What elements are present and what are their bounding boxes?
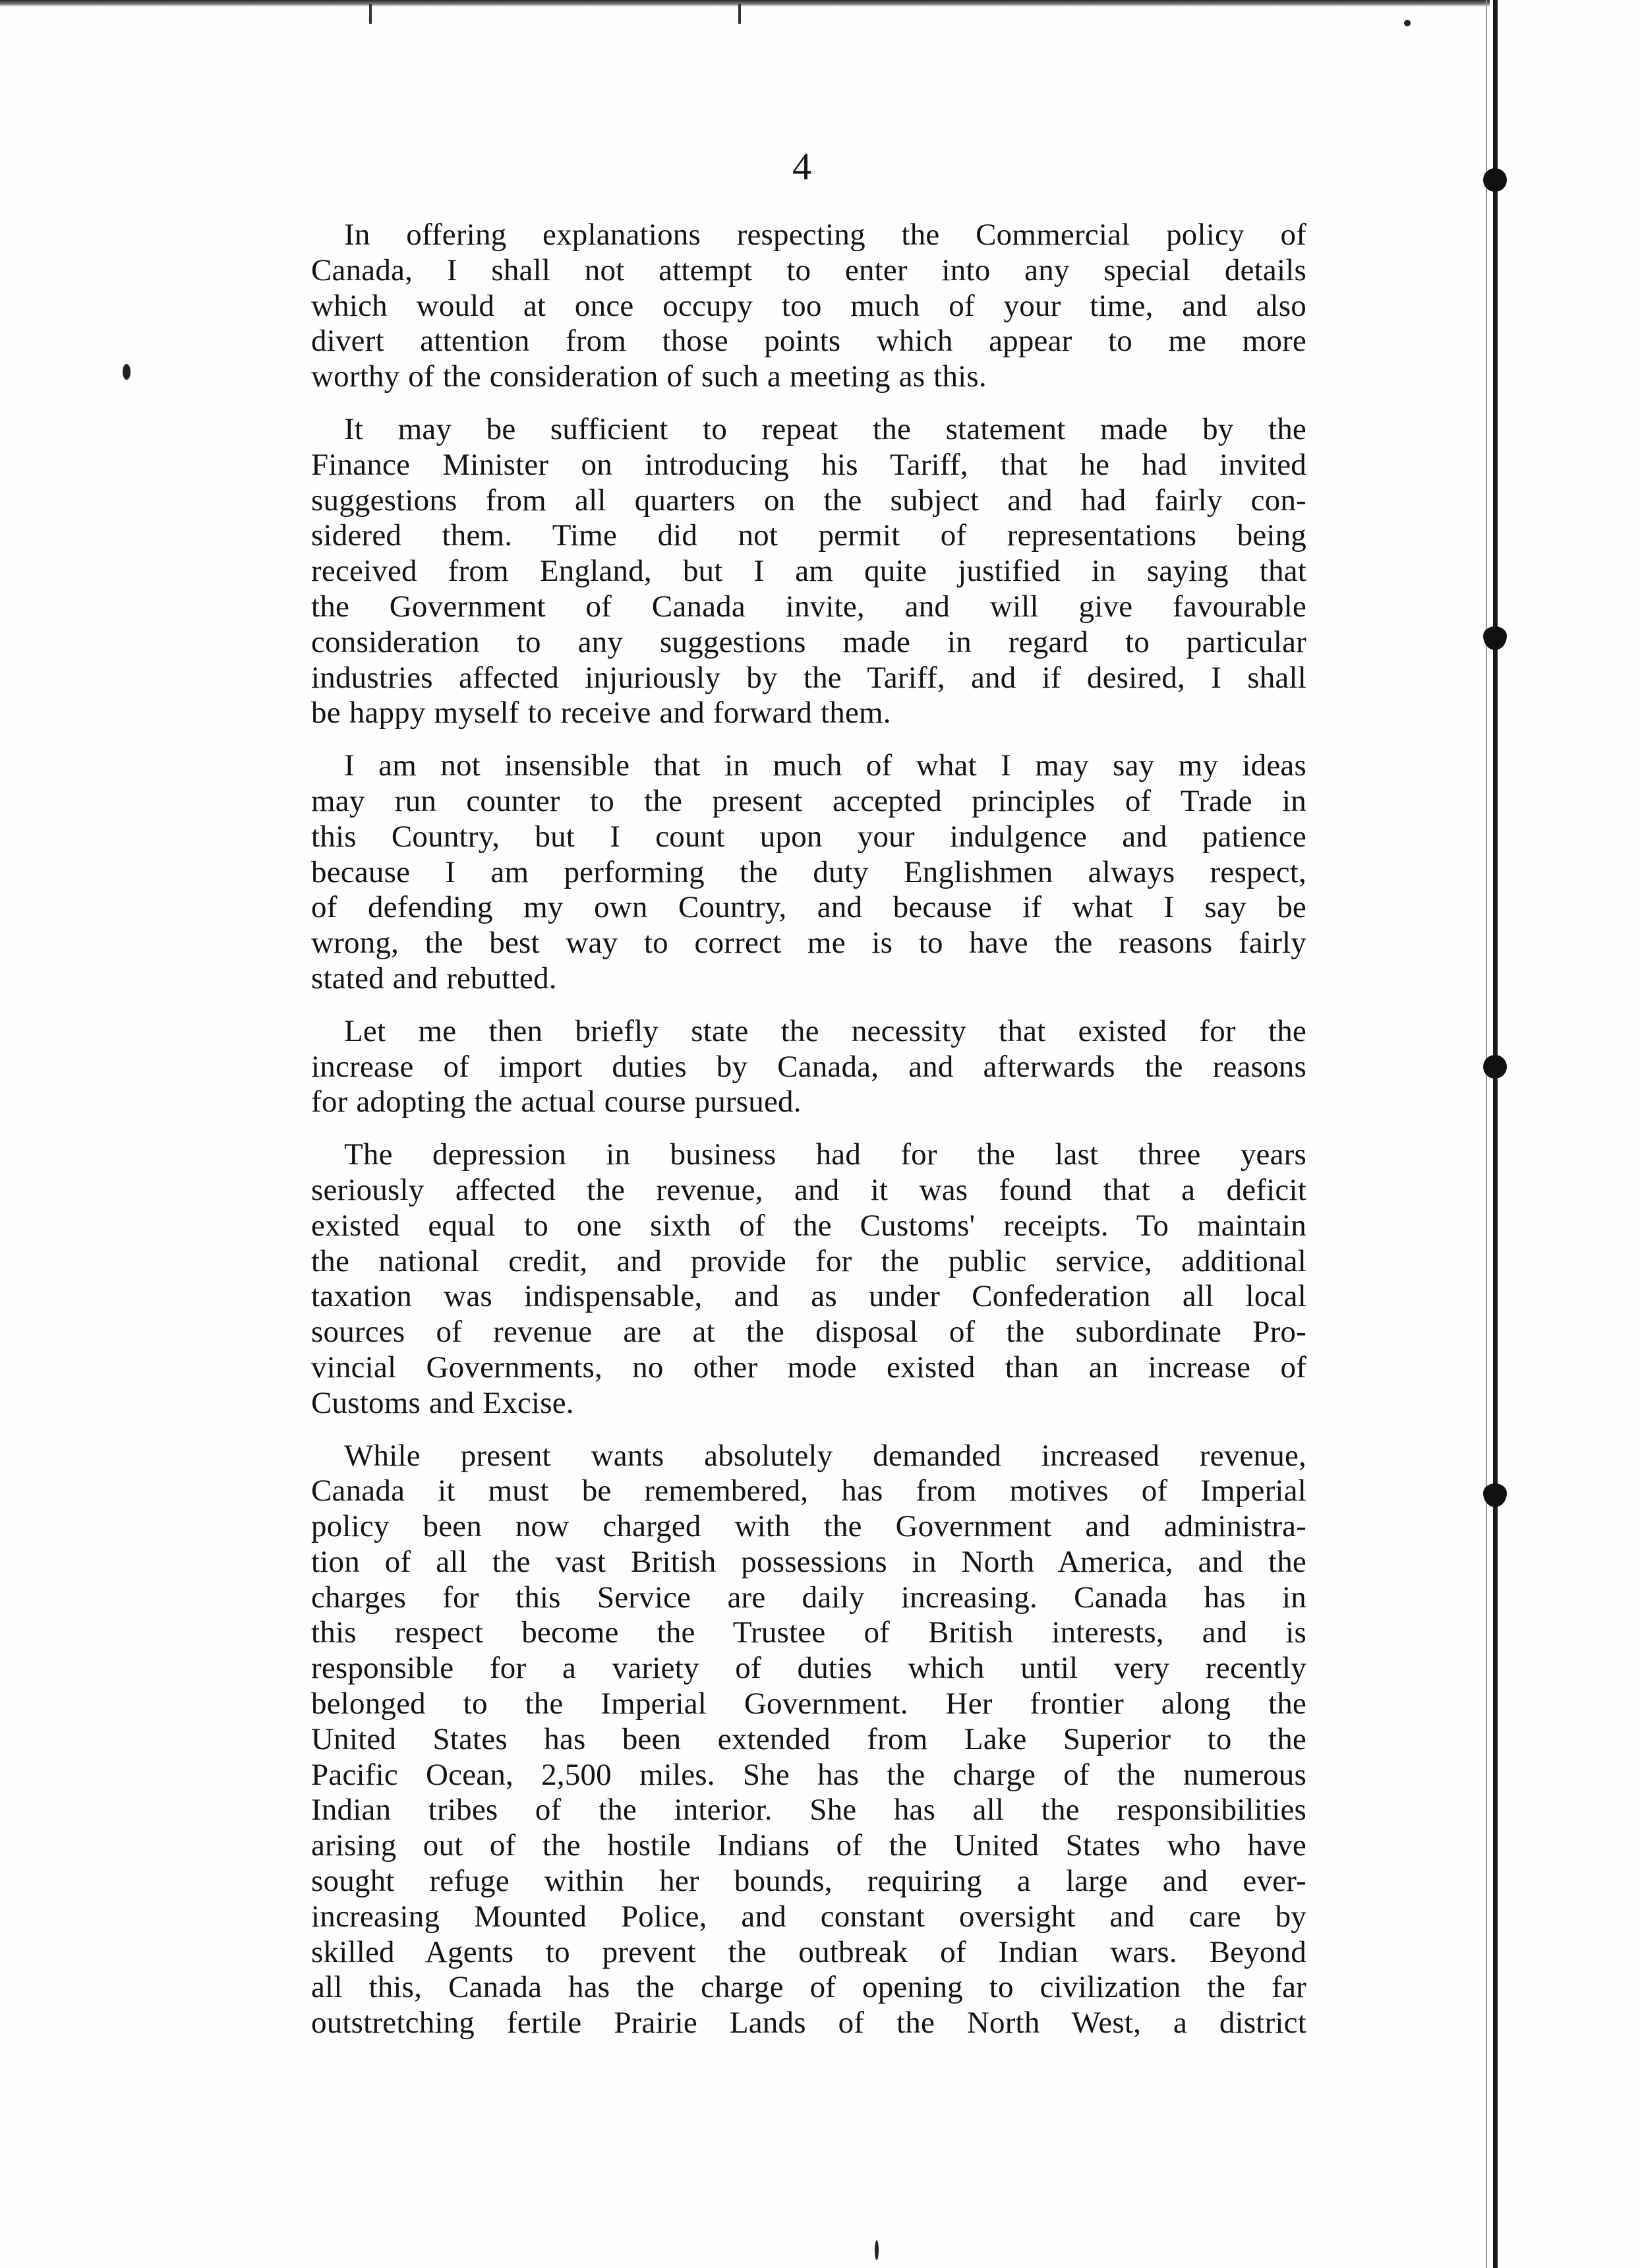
text-line: belonged to the Imperial Government. Her frontier along the — [311, 1686, 1306, 1721]
text-line: increasing Mounted Police, and constant oversight and care by — [311, 1899, 1306, 1934]
text-line: It may be sufficient to repeat the statement made by the — [344, 411, 1306, 446]
text-line: for adopting the actual course pursued. — [311, 1085, 802, 1119]
text-line: Indian tribes of the interior. She has all the responsibilities — [311, 1793, 1306, 1828]
text-line: sidered them. Time did not permit of representations being — [311, 518, 1306, 553]
binding-hole-mark — [1483, 1055, 1507, 1079]
paragraph — [311, 1137, 1306, 1421]
text-line: In offering explanations respecting the Commercial policy of — [344, 218, 1306, 252]
text-line: The depression in business had for the last three years — [344, 1137, 1306, 1172]
text-line: sources of revenue are at the disposal of the subordinate Pro- — [311, 1315, 1306, 1350]
text-line: be happy myself to receive and forward them. — [311, 696, 891, 731]
text-line: stated and rebutted. — [311, 961, 557, 996]
paragraph — [311, 412, 1306, 731]
text-line: which would at once occupy too much of your time, and also — [311, 288, 1306, 323]
text-line: wrong, the best way to correct me is to have the reasons fairly — [311, 926, 1306, 961]
text-line: Finance Minister on introducing his Tariff, that he had invited — [311, 447, 1306, 482]
text-line: all this, Canada has the charge of opening to civilization the far — [311, 1970, 1306, 2005]
text-line: consideration to any suggestions made in regard to particular — [311, 624, 1306, 659]
scan-edge-tick — [369, 4, 372, 24]
binding-hole-mark — [1483, 168, 1507, 192]
text-line: because I am performing the duty Englishmen always respect, — [311, 854, 1306, 889]
paragraph — [311, 1014, 1306, 1120]
text-line: this Country, but I count upon your indulgence and patience — [311, 819, 1306, 854]
binding-line — [1493, 0, 1498, 2268]
text-line: Customs and Excise. — [311, 1385, 574, 1420]
text-line: worthy of the consideration of such a meeting as this. — [311, 359, 987, 394]
scan-speck — [875, 2240, 879, 2260]
text-line: may run counter to the present accepted principles of Trade in — [311, 783, 1306, 818]
paragraph — [311, 1439, 1306, 2042]
page-number: 4 — [792, 145, 811, 188]
binding-shadow-line — [1486, 0, 1487, 2268]
binding-hole-mark — [1483, 1483, 1507, 1507]
text-line: United States has been extended from Lake Superior to the — [311, 1721, 1306, 1756]
text-line: seriously affected the revenue, and it was found that a deficit — [311, 1172, 1306, 1207]
text-line: existed equal to one sixth of the Customs' receipts. To maintain — [311, 1208, 1306, 1243]
paragraph — [311, 218, 1306, 395]
text-line: the Government of Canada invite, and will give favourable — [311, 589, 1306, 624]
body-text — [311, 218, 1306, 2058]
scan-speck — [123, 364, 131, 380]
text-line: of defending my own Country, and because if what I say be — [311, 890, 1306, 925]
text-line: tion of all the vast British possessions in North America, and the — [311, 1544, 1306, 1579]
text-line: the national credit, and provide for the public service, additional — [311, 1243, 1306, 1278]
text-line: increase of import duties by Canada, and afterwards the reasons — [311, 1049, 1306, 1084]
text-line: suggestions from all quarters on the subject and had fairly con- — [311, 483, 1306, 518]
text-line: Canada, I shall not attempt to enter into any special details — [311, 253, 1306, 287]
text-line: Pacific Ocean, 2,500 miles. She has the charge of the numerous — [311, 1757, 1306, 1792]
text-line: While present wants absolutely demanded increased revenue, — [344, 1438, 1306, 1473]
scan-speck — [1404, 20, 1411, 26]
text-line: taxation was indispensable, and as under Confederation all local — [311, 1279, 1306, 1314]
text-line: arising out of the hostile Indians of the United States who have — [311, 1828, 1306, 1863]
text-line: Canada it must be remembered, has from motives of Imperial — [311, 1474, 1306, 1508]
text-line: outstretching fertile Prairie Lands of the North West, a district — [311, 2006, 1306, 2041]
binding-hole-mark — [1483, 626, 1507, 650]
text-line: charges for this Service are daily increasing. Canada has in — [311, 1580, 1306, 1615]
text-line: industries affected injuriously by the Tariff, and if desired, I shall — [311, 660, 1306, 695]
text-line: vincial Governments, no other mode existed than an increase of — [311, 1350, 1306, 1385]
paragraph — [311, 748, 1306, 997]
text-line: responsible for a variety of duties which until very recently — [311, 1651, 1306, 1686]
text-line: received from England, but I am quite justified in saying that — [311, 554, 1306, 589]
text-line: sought refuge within her bounds, requiring a large and ever- — [311, 1864, 1306, 1899]
text-line: skilled Agents to prevent the outbreak of Indian wars. Beyond — [311, 1934, 1306, 1969]
scan-top-edge — [0, 0, 1490, 7]
scan-edge-tick — [738, 4, 741, 24]
text-line: divert attention from those points which appear to me more — [311, 324, 1306, 359]
text-line: policy been now charged with the Government and administra- — [311, 1509, 1306, 1544]
text-line: this respect become the Trustee of British interests, and is — [311, 1615, 1306, 1650]
text-line: Let me then briefly state the necessity that existed for the — [344, 1013, 1306, 1048]
text-line: I am not insensible that in much of what I may say my ideas — [344, 748, 1306, 783]
